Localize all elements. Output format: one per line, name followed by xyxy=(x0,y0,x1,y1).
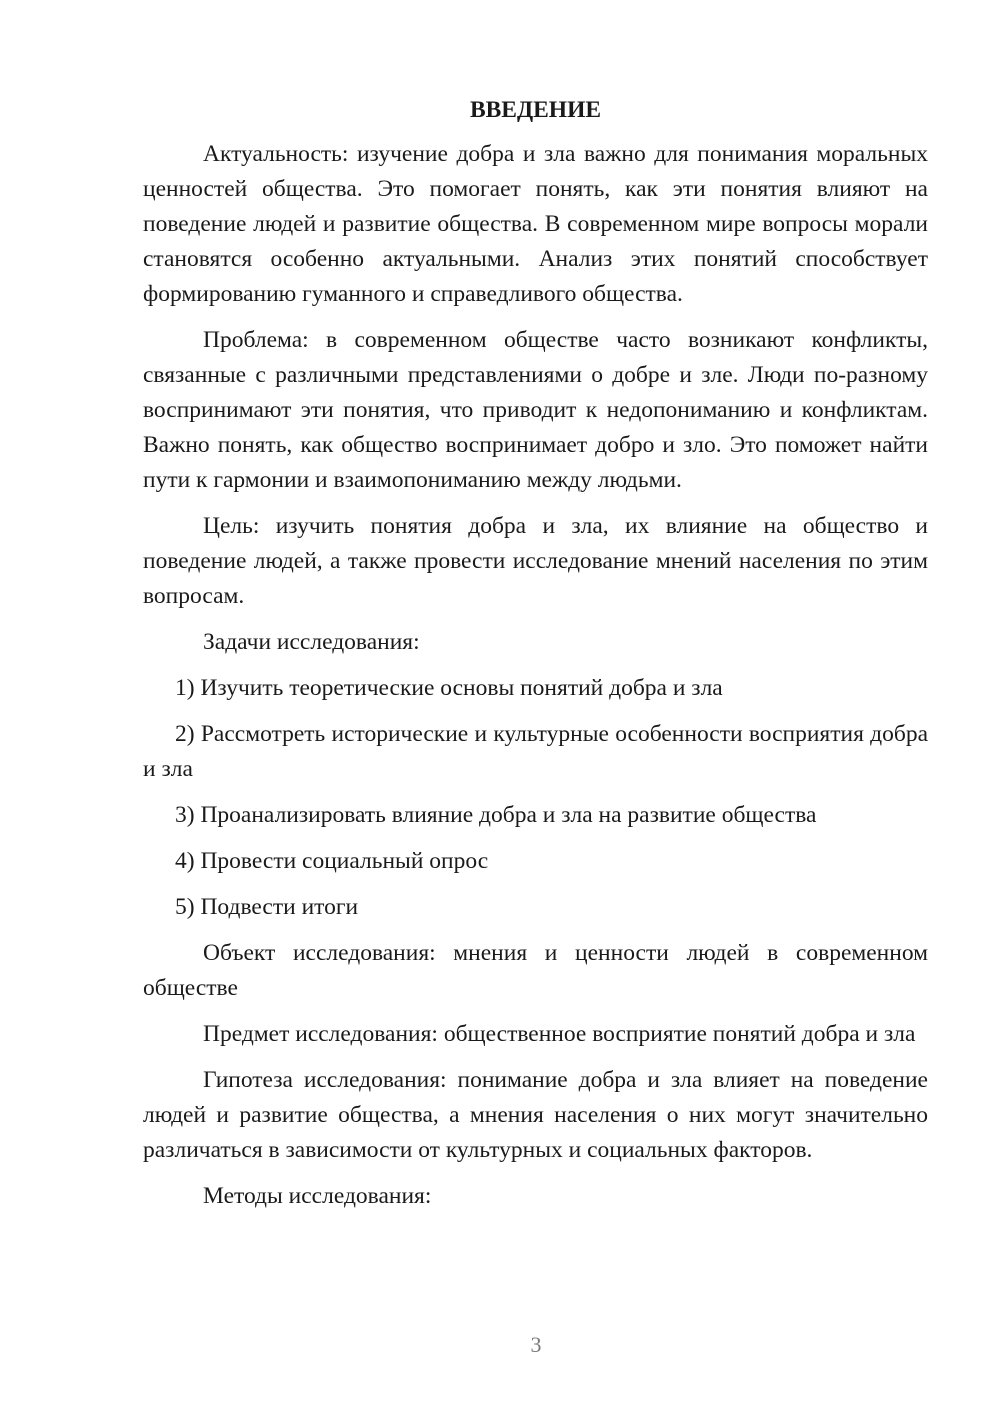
object-paragraph: Объект исследования: мнения и ценности людей в современном обществе xyxy=(143,940,928,1001)
task-item-2: 2) Рассмотреть исторические и культурные особенности восприятия добра и зла xyxy=(143,721,928,782)
section-heading: ВВЕДЕНИЕ xyxy=(469,97,602,123)
hypothesis-paragraph: Гипотеза исследования: понимание добра и зла влияет на поведение людей и развитие общества, а мнения населения о них могут значительно различаться в зависимости от культурных и социальных факторов. xyxy=(143,1067,928,1163)
page-content xyxy=(143,93,928,1225)
problem-paragraph: Проблема: в современном обществе часто возникают конфликты, связанные с различными представлениями о добре и зле. Люди по-разному воспринимают эти понятия, что приводит к недопониманию и конфликтам. Важно понять, как общество воспринимает добро и зло. Это поможет найти пути к гармонии и взаимопониманию между людьми. xyxy=(143,327,928,493)
methods-paragraph: Методы исследования: xyxy=(203,1183,432,1209)
tasks-heading: Задачи исследования: xyxy=(203,629,420,655)
task-item-4: 4) Провести социальный опрос xyxy=(175,848,489,874)
task-item-3: 3) Проанализировать влияние добра и зла на развитие общества xyxy=(175,802,817,828)
relevance-paragraph: Актуальность: изучение добра и зла важно для понимания моральных ценностей общества. Это помогает понять, как эти понятия влияют на поведение людей и развитие общества. В современном мире вопросы морали становятся особенно актуальными. Анализ этих понятий способствует формированию гуманного и справедливого общества. xyxy=(143,141,928,307)
task-item-5: 5) Подвести итоги xyxy=(175,894,359,920)
goal-paragraph: Цель: изучить понятия добра и зла, их влияние на общество и поведение людей, а также провести исследование мнений населения по этим вопросам. xyxy=(143,513,928,609)
page-number: 3 xyxy=(530,1332,542,1357)
task-item-1: 1) Изучить теоретические основы понятий добра и зла xyxy=(175,675,723,701)
subject-paragraph: Предмет исследования: общественное восприятие понятий добра и зла xyxy=(203,1021,916,1047)
